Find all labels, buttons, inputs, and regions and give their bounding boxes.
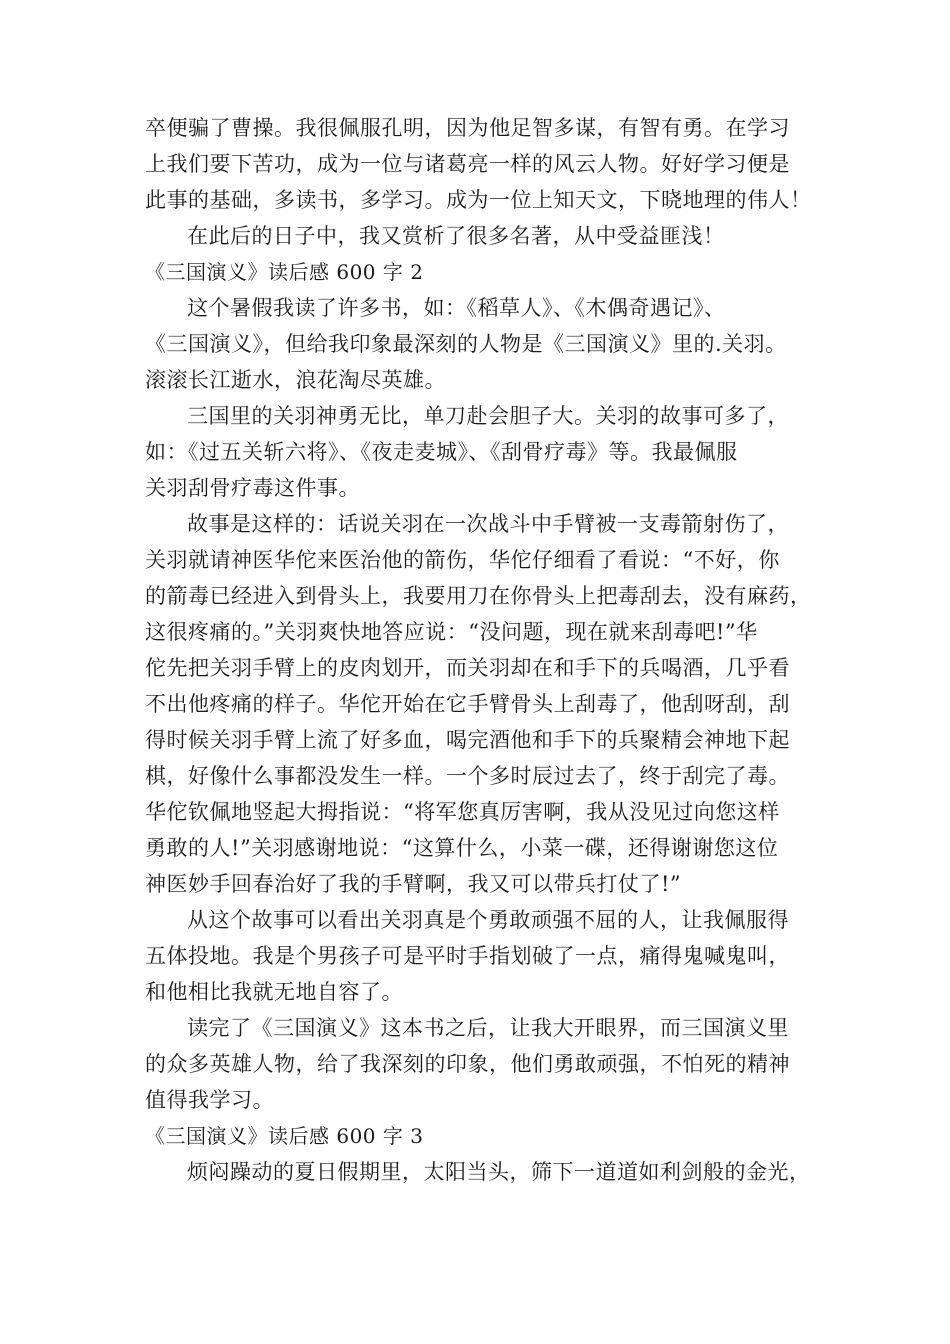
text-line: 卒便骗了曹操。我很佩服孔明，因为他足智多谋，有智有勇。在学习 [145,116,790,140]
text-line: 不出他疼痛的样子。华佗开始在它手臂骨头上刮毒了，他刮呀刮，刮 [145,692,790,716]
text-line: 烦闷躁动的夏日假期里，太阳当头，筛下一道道如利剑般的金光， [187,1160,811,1184]
text-line: 勇敢的人!”关羽感谢地说：“这算什么，小菜一碟，还得谢谢您这位 [145,836,779,860]
text-line: 上我们要下苦功，成为一位与诸葛亮一样的风云人物。好好学习便是 [145,152,790,176]
text-line: 这个暑假我读了许多书，如：《稻草人》、《木偶奇遇记》、 [187,296,726,320]
section-heading: 《三国演义》读后感 600 字 2 [145,260,424,284]
text-line: 在此后的日子中，我又赏析了很多名著，从中受益匪浅！ [187,224,725,248]
text-line: 此事的基础，多读书，多学习。成为一位上知天文，下晓地理的伟人！ [145,188,812,212]
text-line: 华佗钦佩地竖起大拇指说：“将军您真厉害啊，我从没见过向您这样 [145,800,780,824]
text-line: 神医妙手回春治好了我的手臂啊，我又可以带兵打仗了!” [145,872,682,896]
text-line: 的箭毒已经进入到骨头上，我要用刀在你骨头上把毒刮去，没有麻药， [145,584,812,608]
text-line: 关羽就请神医华佗来医治他的箭伤，华佗仔细看了看说：“不好，你 [145,548,780,572]
text-line: 三国里的关羽神勇无比，单刀赴会胆子大。关羽的故事可多了， [187,404,789,428]
text-line: 值得我学习。 [145,1088,274,1112]
text-line: 的众多英雄人物，给了我深刻的印象，他们勇敢顽强，不怕死的精神 [145,1052,790,1076]
document-body [145,110,825,1190]
text-line: 五体投地。我是个男孩子可是平时手指划破了一点，痛得鬼喊鬼叫， [145,944,790,968]
text-line: 佗先把关羽手臂上的皮肉划开，而关羽却在和手下的兵喝酒，几乎看 [145,656,790,680]
text-line: 和他相比我就无地自容了。 [145,980,403,1004]
text-line: 关羽刮骨疗毒这件事。 [145,476,360,500]
text-line: 滚滚长江逝水，浪花淘尽英雄。 [145,368,446,392]
text-line: 从这个故事可以看出关羽真是个勇敢顽强不屈的人，让我佩服得 [187,908,789,932]
section-heading: 《三国演义》读后感 600 字 3 [145,1124,424,1148]
text-line: 这很疼痛的。”关羽爽快地答应说：“没问题，现在就来刮毒吧!”华 [145,620,758,644]
text-line: 故事是这样的：话说关羽在一次战斗中手臂被一支毒箭射伤了， [187,512,789,536]
text-line: 棋，好像什么事都没发生一样。一个多时辰过去了，终于刮完了毒。 [145,764,790,788]
text-line: 《三国演义》，但给我印象最深刻的人物是《三国演义》里的.关羽。 [145,332,787,356]
text-line: 读完了《三国演义》这本书之后，让我大开眼界，而三国演义里 [187,1016,789,1040]
text-line: 得时候关羽手臂上流了好多血，喝完酒他和手下的兵聚精会神地下起 [145,728,790,752]
text-line: 如：《过五关斩六将》、《夜走麦城》、《刮骨疗毒》等。我最佩服 [145,440,738,464]
